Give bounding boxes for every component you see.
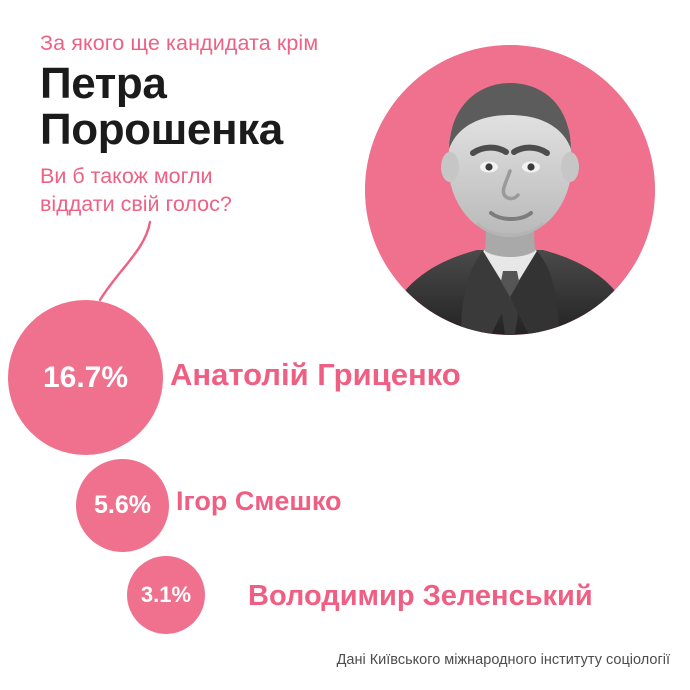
bubble-value-3: 3.1% <box>127 556 205 634</box>
candidate-name-line2: Порошенка <box>40 105 283 155</box>
portrait-photo <box>365 45 655 335</box>
bubble-label-2: Ігор Смешко <box>176 486 342 516</box>
question-top: За якого ще кандидата крім <box>40 31 319 55</box>
bubble-label-3: Володимир Зеленський <box>248 580 593 612</box>
bubble-label-1: Анатолій Гриценко <box>170 357 461 392</box>
source-note: Дані Київського міжнародного інституту соціології <box>336 652 670 668</box>
question-bottom-line1: Ви б також могли <box>40 164 213 189</box>
bubble-value-2: 5.6% <box>76 459 169 552</box>
candidate-name-line1: Петра <box>40 58 167 108</box>
bubble-value-1: 16.7% <box>8 300 163 455</box>
question-bottom-line2: віддати свій голос? <box>40 192 232 217</box>
